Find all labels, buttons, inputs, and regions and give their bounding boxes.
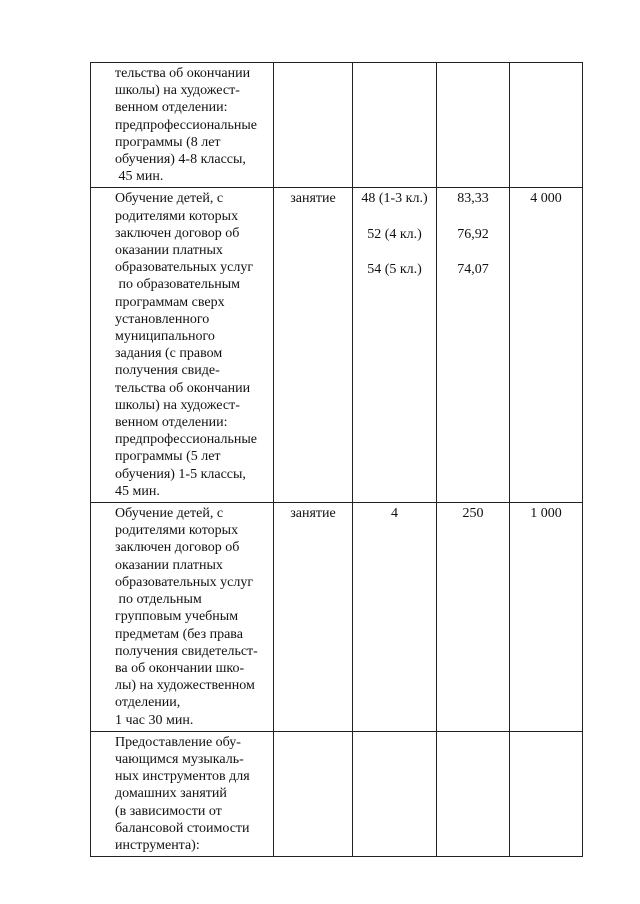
quantity-cell — [353, 731, 437, 856]
description-line: муниципального — [115, 329, 215, 345]
table-body — [91, 63, 583, 857]
description-line: инструмента): — [115, 837, 200, 853]
quantity-value: 48 (1-3 кл.) — [361, 191, 428, 207]
description-line: заключен договор об — [115, 225, 240, 241]
cost-cell: 1 000 — [510, 503, 583, 732]
description-line: родителями которых — [115, 208, 239, 224]
tariff-table — [90, 62, 583, 857]
description-line: балансовой стоимости — [115, 820, 250, 836]
description-line: школы) на художест- — [115, 83, 240, 99]
price-cell — [437, 731, 510, 856]
description-line: венном отделении: — [115, 415, 228, 431]
service-description — [91, 63, 274, 188]
description-line: обучения) 4-8 классы, — [115, 152, 246, 168]
description-line: программам сверх — [115, 294, 225, 310]
description-line: тельства об окончании — [115, 66, 251, 81]
description-line: предметам (без права — [115, 626, 243, 642]
description-line: венном отделении: — [115, 100, 228, 116]
price-cell — [437, 63, 510, 188]
cost-cell — [510, 63, 583, 188]
description-line: обучения) 1-5 классы, — [115, 466, 246, 482]
price-value: 250 — [462, 506, 484, 522]
table-row — [91, 63, 583, 188]
description-line: 1 час 30 мин. — [115, 712, 194, 728]
unit-cell — [274, 731, 353, 856]
description-line: Обучение детей, с — [115, 191, 224, 207]
description-line: 45 мин. — [115, 483, 160, 499]
description-line: ных инструментов для — [115, 769, 250, 785]
cost-cell — [510, 731, 583, 856]
description-line: программы (8 лет — [115, 134, 221, 150]
price-value: 83,33 — [457, 191, 489, 207]
price-cell — [437, 188, 510, 503]
description-line: тельства об окончании — [115, 380, 251, 396]
quantity-cell — [353, 63, 437, 188]
description-line: 45 мин. — [115, 169, 164, 185]
table-row — [91, 503, 583, 732]
description-line: Обучение детей, с — [115, 506, 224, 522]
description-line: родителями которых — [115, 523, 239, 539]
description-line: лы) на художественном — [115, 678, 255, 694]
description-line: школы) на художест- — [115, 397, 240, 413]
description-line: программы (5 лет — [115, 449, 221, 465]
table-row — [91, 731, 583, 856]
description-line: образовательных услуг — [115, 574, 254, 590]
price-value: 74,07 — [457, 261, 489, 277]
description-line: получения свидетельст- — [115, 643, 258, 659]
description-line: оказании платных — [115, 557, 223, 573]
description-line: по отдельным — [115, 592, 202, 608]
quantity-cell — [353, 188, 437, 503]
unit-cell: занятие — [274, 188, 353, 503]
description-line: заключен договор об — [115, 540, 240, 556]
description-line: (в зависимости от — [115, 803, 222, 819]
service-description — [91, 731, 274, 856]
table-row — [91, 188, 583, 503]
description-line: получения свиде- — [115, 363, 220, 379]
price-value: 76,92 — [457, 226, 489, 242]
description-line: предпрофессиональные — [115, 117, 258, 133]
quantity-value: 52 (4 кл.) — [367, 226, 422, 242]
unit-cell — [274, 63, 353, 188]
quantity-value: 54 (5 кл.) — [367, 261, 422, 277]
description-line: образовательных услуг — [115, 260, 254, 276]
unit-cell: занятие — [274, 503, 353, 732]
description-line: чающимся музыкаль- — [115, 751, 244, 767]
description-line: по образовательным — [115, 277, 241, 293]
service-description — [91, 188, 274, 503]
description-line: групповым учебным — [115, 609, 239, 625]
description-line: отделении, — [115, 695, 181, 711]
description-line: предпрофессиональные — [115, 432, 258, 448]
cost-cell: 4 000 — [510, 188, 583, 503]
description-line: установленного — [115, 311, 210, 327]
description-line: ва об окончании шко- — [115, 660, 245, 676]
quantity-value: 4 — [391, 506, 398, 522]
quantity-cell — [353, 503, 437, 732]
description-line: Предоставление обу- — [115, 734, 241, 750]
service-description — [91, 503, 274, 732]
price-cell — [437, 503, 510, 732]
description-line: домашних занятий — [115, 786, 227, 802]
description-line: задания (с правом — [115, 346, 223, 362]
description-line: оказании платных — [115, 243, 223, 259]
